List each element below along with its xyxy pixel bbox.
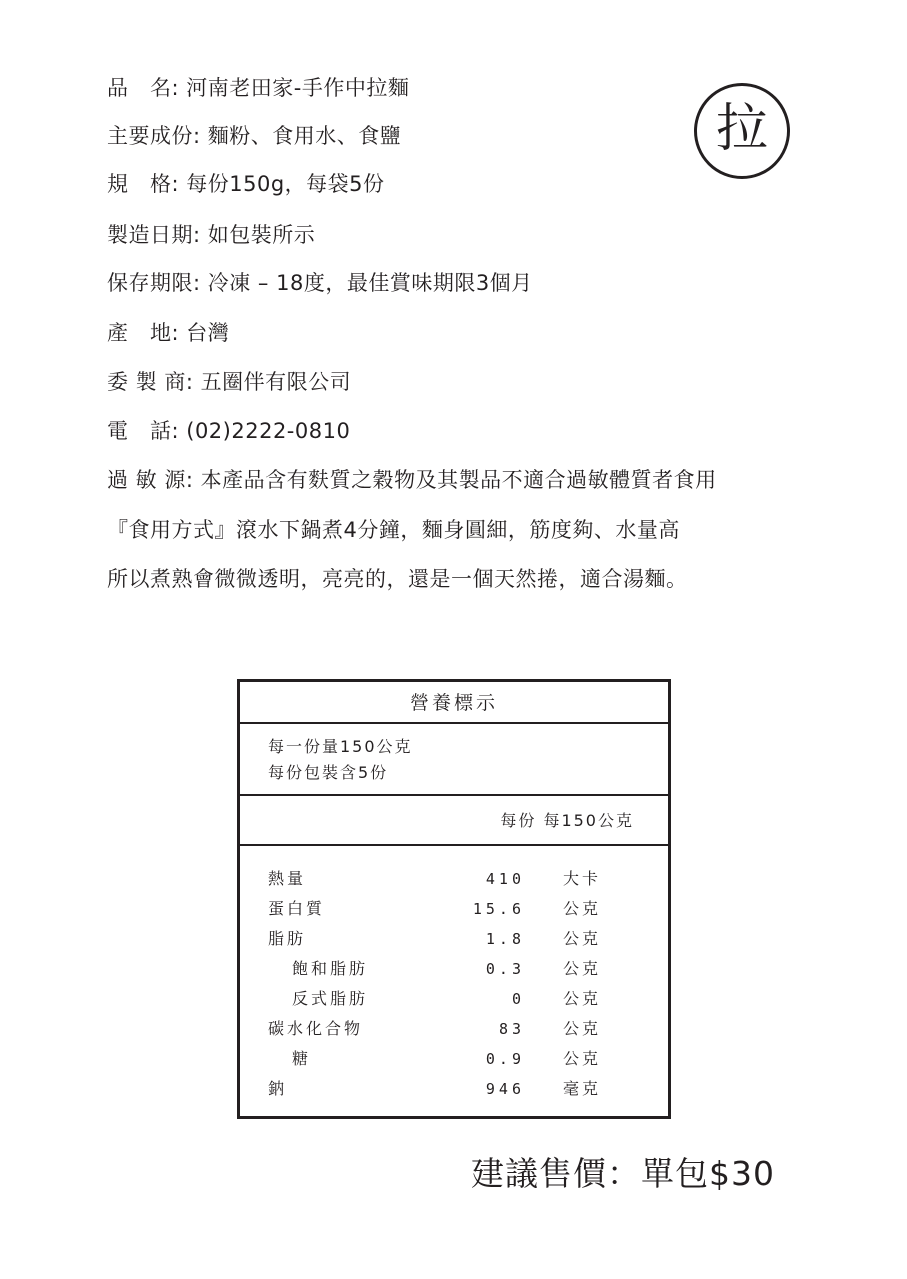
nutrition-row-protein [240, 894, 668, 924]
info-label: 主要成份: [107, 124, 201, 148]
nutrition-table [237, 679, 671, 1119]
info-label: 規 格: [107, 172, 180, 196]
nutrition-row-trans-fat [240, 984, 668, 1014]
serving-info [240, 724, 668, 796]
info-value: 台灣 [179, 321, 230, 345]
nutrient-value: 410 [485, 870, 525, 888]
nutrient-value: 946 [485, 1080, 525, 1098]
info-label: 產 地: [107, 321, 180, 345]
nutrition-rows [240, 864, 668, 1104]
nutrition-row-energy [240, 864, 668, 894]
nutrient-value: 1.8 [485, 930, 525, 948]
nutrient-name: 鈉 [268, 1079, 288, 1098]
nutrient-name: 熱量 [268, 869, 307, 888]
info-label: 品 名: [107, 76, 180, 100]
info-value: 五圈伴有限公司 [193, 370, 352, 394]
nutrient-unit: 公克 [563, 899, 602, 918]
info-origin [107, 319, 229, 347]
info-value: (02)2222-0810 [179, 419, 351, 443]
nutrient-unit: 毫克 [563, 1079, 602, 1098]
column-header-text: 每份 每150公克 [500, 811, 634, 830]
info-manufacture-date [107, 221, 315, 249]
info-value: 本產品含有麩質之穀物及其製品不適合過敏體質者食用 [193, 468, 717, 492]
nutrient-value: 0 [511, 990, 525, 1008]
info-value: 每份150g，每袋5份 [179, 172, 385, 196]
noodle-stamp-icon: 拉 [694, 83, 790, 179]
nutrition-row-saturated-fat [240, 954, 668, 984]
nutrition-row-carbohydrate [240, 1014, 668, 1044]
info-label: 電 話: [107, 419, 180, 443]
suggested-price: 建議售價：單包$30 [471, 1154, 775, 1193]
nutrient-value: 0.3 [485, 960, 525, 978]
info-value: 冷凍 – 18度，最佳賞味期限3個月 [200, 271, 533, 295]
nutrient-unit: 公克 [563, 1019, 602, 1038]
info-storage [107, 269, 533, 297]
nutrient-unit: 大卡 [563, 869, 602, 888]
nutrient-name: 糖 [292, 1049, 312, 1068]
description-line-1: 『食用方式』滾水下鍋煮4分鐘，麵身圓細，筋度夠、水量高 [107, 518, 680, 542]
info-label: 過 敏 源: [107, 468, 194, 492]
info-label: 製造日期: [107, 223, 201, 247]
servings-per-pack: 每份包裝含5份 [268, 763, 389, 782]
nutrient-value: 83 [498, 1020, 525, 1038]
nutrient-name: 蛋白質 [268, 899, 326, 918]
nutrient-unit: 公克 [563, 989, 602, 1008]
nutrient-name: 飽和脂肪 [292, 959, 369, 978]
nutrient-name: 反式脂肪 [292, 989, 369, 1008]
nutrient-value: 0.9 [485, 1050, 525, 1068]
nutrition-column-header [240, 796, 668, 846]
info-value: 河南老田家-手作中拉麵 [179, 76, 410, 100]
nutrient-unit: 公克 [563, 929, 602, 948]
nutrient-name: 碳水化合物 [268, 1019, 364, 1038]
info-spec [107, 170, 385, 198]
info-value: 如包裝所示 [200, 223, 316, 247]
nutrient-name: 脂肪 [268, 929, 307, 948]
info-allergen [107, 466, 717, 494]
nutrition-row-fat [240, 924, 668, 954]
info-product-name [107, 74, 409, 102]
info-value: 麵粉、食用水、食鹽 [200, 124, 402, 148]
serving-size: 每一份量150公克 [268, 737, 413, 756]
nutrition-row-sugar [240, 1044, 668, 1074]
info-phone [107, 417, 350, 445]
description-line-2: 所以煮熟會微微透明，亮亮的，還是一個天然捲，適合湯麵。 [107, 567, 688, 591]
nutrient-unit: 公克 [563, 1049, 602, 1068]
nutrition-row-sodium [240, 1074, 668, 1104]
info-ingredients [107, 122, 401, 150]
nutrient-unit: 公克 [563, 959, 602, 978]
info-label: 保存期限: [107, 271, 201, 295]
nutrition-title: 營養標示 [240, 682, 668, 724]
info-label: 委 製 商: [107, 370, 194, 394]
nutrient-value: 15.6 [472, 900, 525, 918]
info-contract-maker [107, 368, 351, 396]
